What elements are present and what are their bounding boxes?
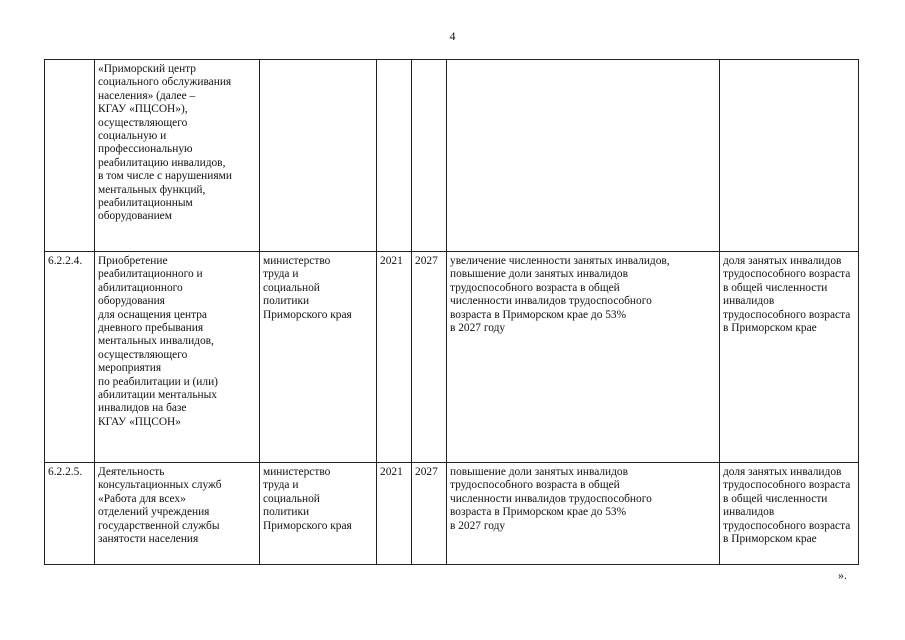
- indicator: доля занятых инвалидов трудоспособного возраста в общей численности инвалидов трудоспособного возраста в Приморском крае: [723, 255, 851, 335]
- indicator-cell: [720, 463, 859, 565]
- start-year-cell: [377, 252, 412, 463]
- expected-result: повышение доли занятых инвалидов трудоспособного возраста в общей численности инвалидов трудоспособного возраста в Приморском крае до 53% в 2027 году: [450, 466, 652, 532]
- end-year: 2027: [415, 255, 438, 267]
- start-year: 2021: [380, 255, 403, 267]
- measure-name: Деятельность консультационных служб «Работа для всех» отделений учреждения государственной службы занятости населения: [98, 466, 222, 546]
- measure-name-cell: [95, 463, 260, 565]
- measures-table: [44, 59, 859, 565]
- executor: министерство труда и социальной политики Приморского края: [263, 255, 352, 321]
- executor-cell: [260, 463, 377, 565]
- start-year-cell: [377, 60, 412, 252]
- end-year-cell: [412, 252, 447, 463]
- measure-name: Приобретение реабилитационного и абилитационного оборудования для оснащения центра дневного пребывания ментальных инвалидов, осуществляющего мероприятия по реабилитации и (или) абилитации ментальных инвалидов на базе КГАУ «ПЦСОН»: [98, 255, 218, 428]
- executor-cell: [260, 252, 377, 463]
- expected-result-cell: [447, 463, 720, 565]
- end-year-cell: [412, 60, 447, 252]
- table-row: [45, 252, 859, 463]
- start-year: 2021: [380, 466, 403, 478]
- row-number-cell: [45, 463, 95, 565]
- end-year: 2027: [415, 466, 438, 478]
- expected-result: увеличение численности занятых инвалидов, повышение доли занятых инвалидов трудоспособного возраста в общей численности инвалидов трудоспособного возраста в Приморском крае до 53% в 2027 году: [450, 255, 670, 335]
- table-row: [45, 463, 859, 565]
- row-number: 6.2.2.4.: [48, 255, 83, 267]
- measure-name-cell: [95, 60, 260, 252]
- measure-name: «Приморский центр социального обслуживания населения» (далее – КГАУ «ПЦСОН»), осуществляющего социальную и профессиональную реабилитацию инвалидов, в том числе с нарушениями ментальных функций, реабилитационным оборудованием: [98, 63, 232, 223]
- row-number-cell: [45, 60, 95, 252]
- indicator-cell: [720, 60, 859, 252]
- expected-result-cell: [447, 252, 720, 463]
- closing-quote-mark: ».: [838, 568, 847, 582]
- executor-cell: [260, 60, 377, 252]
- page-number: 4: [449, 29, 456, 43]
- expected-result-cell: [447, 60, 720, 252]
- row-number-cell: [45, 252, 95, 463]
- row-number: 6.2.2.5.: [48, 466, 83, 478]
- indicator-cell: [720, 252, 859, 463]
- end-year-cell: [412, 463, 447, 565]
- executor: министерство труда и социальной политики Приморского края: [263, 466, 352, 532]
- indicator: доля занятых инвалидов трудоспособного возраста в общей численности инвалидов трудоспособного возраста в Приморском крае: [723, 466, 851, 546]
- measure-name-cell: [95, 252, 260, 463]
- table-row: [45, 60, 859, 252]
- start-year-cell: [377, 463, 412, 565]
